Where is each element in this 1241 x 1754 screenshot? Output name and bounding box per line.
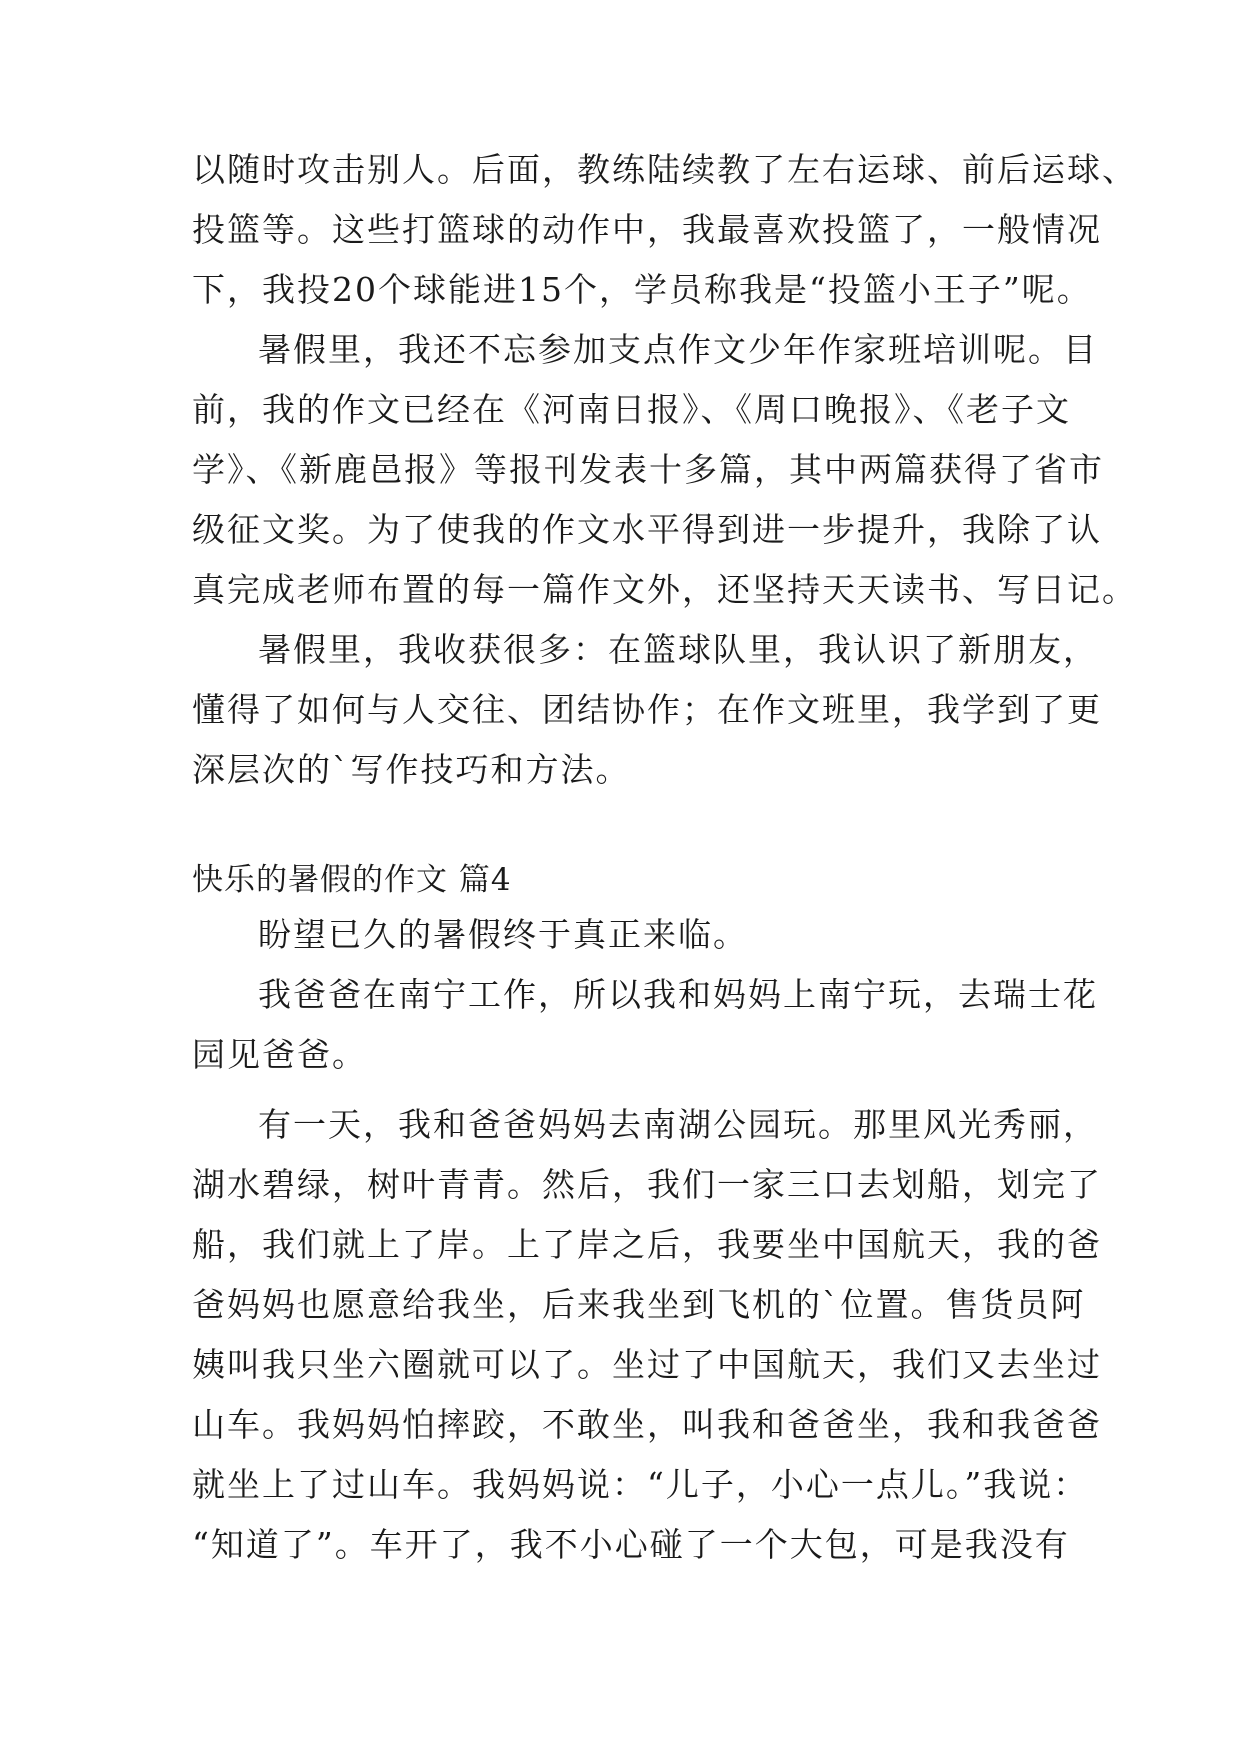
text-line: 就坐上了过山车。我妈妈说：“儿子，小心一点儿。”我说： (192, 1465, 1089, 1504)
text-line: 级征文奖。为了使我的作文水平得到进一步提升，我除了认 (192, 510, 1102, 549)
text-line: 姨叫我只坐六圈就可以了。坐过了中国航天，我们又去坐过 (192, 1345, 1102, 1384)
text-line: 学》、《新鹿邑报》等报刊发表十多篇，其中两篇获得了省市 (192, 450, 1104, 489)
text-line: 以随时攻击别人。后面，教练陆续教了左右运球、前后运球、 (192, 150, 1137, 189)
text-line: 投篮等。这些打篮球的动作中，我最喜欢投篮了，一般情况 (192, 210, 1102, 249)
text-line: 深层次的`写作技巧和方法。 (192, 750, 631, 789)
text-line: 暑假里，我还不忘参加支点作文少年作家班培训呢。目 (258, 330, 1098, 369)
text-line: “知道了”。车开了，我不小心碰了一个大包，可是我没有 (192, 1525, 1070, 1564)
text-line: 我爸爸在南宁工作，所以我和妈妈上南宁玩，去瑞士花 (258, 975, 1098, 1014)
text-line: 园见爸爸。 (192, 1035, 367, 1074)
text-line: 真完成老师布置的每一篇作文外，还坚持天天读书、写日记。 (192, 570, 1137, 609)
text-line: 湖水碧绿，树叶青青。然后，我们一家三口去划船，划完了 (192, 1165, 1102, 1204)
text-line: 有一天，我和爸爸妈妈去南湖公园玩。那里风光秀丽， (258, 1105, 1098, 1144)
text-line: 山车。我妈妈怕摔跤，不敢坐，叫我和爸爸坐，我和我爸爸 (192, 1405, 1102, 1444)
section-heading: 快乐的暑假的作文 篇4 (192, 862, 512, 898)
text-line: 懂得了如何与人交往、团结协作；在作文班里，我学到了更 (192, 690, 1102, 729)
text-line: 暑假里，我收获很多：在篮球队里，我认识了新朋友， (258, 630, 1098, 669)
text-line: 船，我们就上了岸。上了岸之后，我要坐中国航天，我的爸 (192, 1225, 1102, 1264)
text-line: 爸妈妈也愿意给我坐，后来我坐到飞机的`位置。售货员阿 (192, 1285, 1086, 1324)
text-line: 盼望已久的暑假终于真正来临。 (258, 915, 748, 954)
text-line: 下，我投20个球能进15个，学员称我是“投篮小王子”呢。 (192, 270, 1092, 309)
text-line: 前，我的作文已经在《河南日报》、《周口晚报》、《老子文 (192, 390, 1071, 429)
